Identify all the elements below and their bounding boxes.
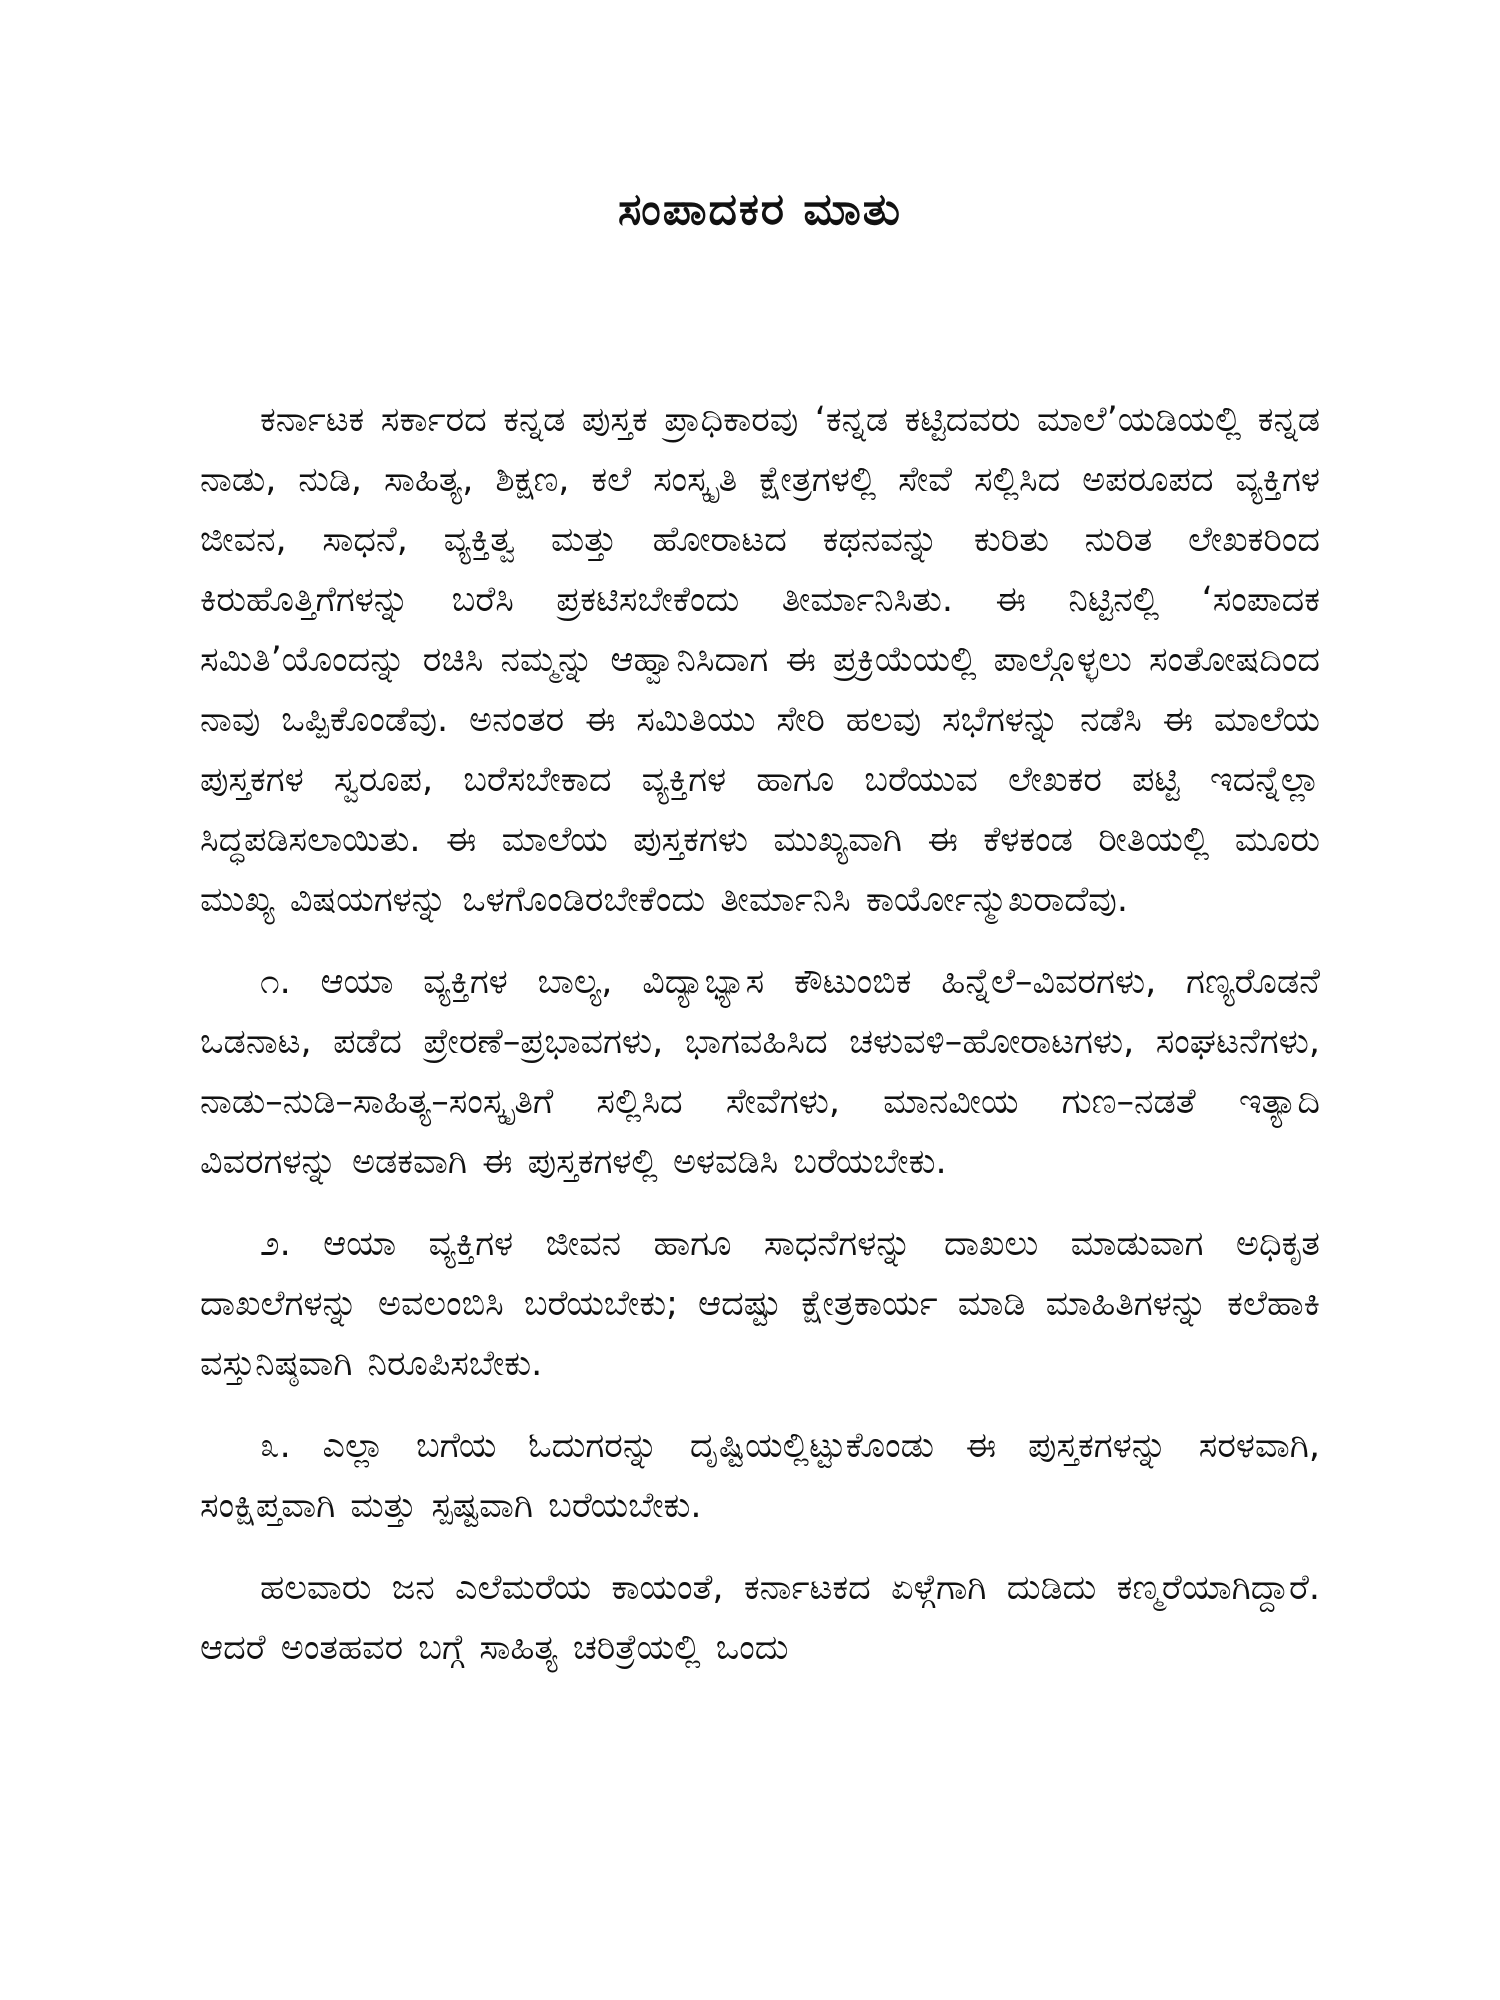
closing-paragraph: ಹಲವಾರು ಜನ ಎಲೆಮರೆಯ ಕಾಯಂತೆ, ಕರ್ನಾಟಕದ ಏಳ್ಗೆಗಾಗಿ ದುಡಿದು ಕಣ್ಮರೆಯಾಗಿದ್ದಾರೆ. ಆದರೆ ಅಂತಹವರ ಬಗ್ಗೆ ಸಾಹಿತ್ಯ ಚರಿತ್ರೆಯಲ್ಲಿ ಒಂದು — [200, 1568, 1320, 1668]
page-title: ಸಂಪಾದಕರ ಮಾತು — [617, 184, 903, 235]
point-three-paragraph: ೩. ಎಲ್ಲಾ ಬಗೆಯ ಓದುಗರನ್ನು ದೃಷ್ಟಿಯಲ್ಲಿಟ್ಟುಕೊಂಡು ಈ ಪುಸ್ತಕಗಳನ್ನು ಸರಳವಾಗಿ, ಸಂಕ್ಷಿಪ್ತವಾಗಿ ಮತ್ತು ಸ್ಪಷ್ಟವಾಗಿ ಬರೆಯಬೇಕು. — [200, 1426, 1320, 1526]
point-two-paragraph: ೨. ಆಯಾ ವ್ಯಕ್ತಿಗಳ ಜೀವನ ಹಾಗೂ ಸಾಧನೆಗಳನ್ನು ದಾಖಲು ಮಾಡುವಾಗ ಅಧಿಕೃತ ದಾಖಲೆಗಳನ್ನು ಅವಲಂಬಿಸಿ ಬರೆಯಬೇಕು; ಆದಷ್ಟು ಕ್ಷೇತ್ರಕಾರ್ಯ ಮಾಡಿ ಮಾಹಿತಿಗಳನ್ನು ಕಲೆಹಾಕಿ ವಸ್ತುನಿಷ್ಠವಾಗಿ ನಿರೂಪಿಸಬೇಕು. — [200, 1224, 1320, 1384]
document-page — [200, 180, 1320, 1700]
point-one-paragraph: ೧. ಆಯಾ ವ್ಯಕ್ತಿಗಳ ಬಾಲ್ಯ, ವಿದ್ಯಾಭ್ಯಾಸ ಕೌಟುಂಬಿಕ ಹಿನ್ನೆಲೆ–ವಿವರಗಳು, ಗಣ್ಯರೊಡನೆ ಒಡನಾಟ, ಪಡೆದ ಪ್ರೇರಣೆ–ಪ್ರಭಾವಗಳು, ಭಾಗವಹಿಸಿದ ಚಳುವಳಿ–ಹೋರಾಟಗಳು, ಸಂಘಟನೆಗಳು, ನಾಡು–ನುಡಿ–ಸಾಹಿತ್ಯ–ಸಂಸ್ಕೃತಿಗೆ ಸಲ್ಲಿಸಿದ ಸೇವೆಗಳು, ಮಾನವೀಯ ಗುಣ–ನಡತೆ ಇತ್ಯಾದಿ ವಿವರಗಳನ್ನು ಅಡಕವಾಗಿ ಈ ಪುಸ್ತಕಗಳಲ್ಲಿ ಅಳವಡಿಸಿ ಬರೆಯಬೇಕು. — [200, 962, 1320, 1182]
intro-paragraph: ಕರ್ನಾಟಕ ಸರ್ಕಾರದ ಕನ್ನಡ ಪುಸ್ತಕ ಪ್ರಾಧಿಕಾರವು ‘ಕನ್ನಡ ಕಟ್ಟಿದವರು ಮಾಲೆ’ಯಡಿಯಲ್ಲಿ ಕನ್ನಡ ನಾಡು, ನುಡಿ, ಸಾಹಿತ್ಯ, ಶಿಕ್ಷಣ, ಕಲೆ ಸಂಸ್ಕೃತಿ ಕ್ಷೇತ್ರಗಳಲ್ಲಿ ಸೇವೆ ಸಲ್ಲಿಸಿದ ಅಪರೂಪದ ವ್ಯಕ್ತಿಗಳ ಜೀವನ, ಸಾಧನೆ, ವ್ಯಕ್ತಿತ್ವ ಮತ್ತು ಹೋರಾಟದ ಕಥನವನ್ನು ಕುರಿತು ನುರಿತ ಲೇಖಕರಿಂದ ಕಿರುಹೊತ್ತಿಗೆಗಳನ್ನು ಬರೆಸಿ ಪ್ರಕಟಿಸಬೇಕೆಂದು ತೀರ್ಮಾನಿಸಿತು. ಈ ನಿಟ್ಟಿನಲ್ಲಿ ‘ಸಂಪಾದಕ ಸಮಿತಿ’ಯೊಂದನ್ನು ರಚಿಸಿ ನಮ್ಮನ್ನು ಆಹ್ವಾನಿಸಿದಾಗ ಈ ಪ್ರಕ್ರಿಯೆಯಲ್ಲಿ ಪಾಲ್ಗೊಳ್ಳಲು ಸಂತೋಷದಿಂದ ನಾವು ಒಪ್ಪಿಕೊಂಡೆವು. ಅನಂತರ ಈ ಸಮಿತಿಯು ಸೇರಿ ಹಲವು ಸಭೆಗಳನ್ನು ನಡೆಸಿ ಈ ಮಾಲೆಯ ಪುಸ್ತಕಗಳ ಸ್ವರೂಪ, ಬರೆಸಬೇಕಾದ ವ್ಯಕ್ತಿಗಳ ಹಾಗೂ ಬರೆಯುವ ಲೇಖಕರ ಪಟ್ಟಿ ಇದನ್ನೆಲ್ಲಾ ಸಿದ್ಧಪಡಿಸಲಾಯಿತು. ಈ ಮಾಲೆಯ ಪುಸ್ತಕಗಳು ಮುಖ್ಯವಾಗಿ ಈ ಕೆಳಕಂಡ ರೀತಿಯಲ್ಲಿ ಮೂರು ಮುಖ್ಯ ವಿಷಯಗಳನ್ನು ಒಳಗೊಂಡಿರಬೇಕೆಂದು ತೀರ್ಮಾನಿಸಿ ಕಾರ್ಯೋನ್ಮುಖರಾದೆವು. — [200, 400, 1320, 920]
